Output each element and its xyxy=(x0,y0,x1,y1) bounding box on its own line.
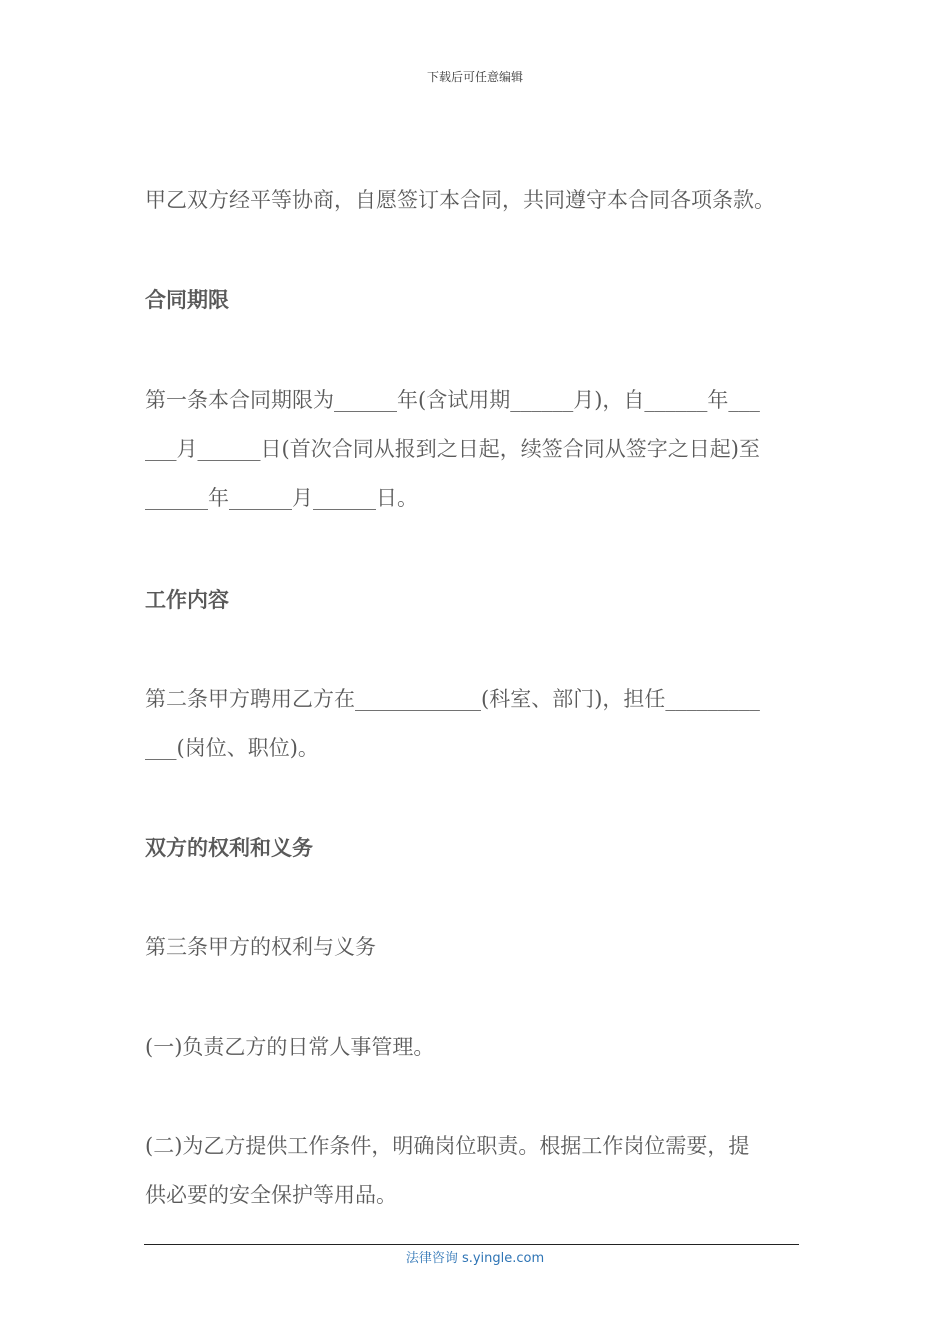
article-1-line-1: 第一条本合同期限为______年(含试用期______月)，自______年___ xyxy=(145,388,760,412)
intro-paragraph xyxy=(145,176,805,225)
page-footer: 法律咨询 s.yingle.com xyxy=(405,1251,545,1266)
footer-divider xyxy=(144,1244,799,1245)
article-1 xyxy=(145,376,805,523)
item-2-line-1: (二)为乙方提供工作条件，明确岗位职责。根据工作岗位需要，提 xyxy=(145,1134,750,1158)
article-2-line-2: ___(岗位、职位)。 xyxy=(145,736,319,760)
article-3-title-text: 第三条甲方的权利与义务 xyxy=(145,935,376,959)
section-title-term xyxy=(145,276,805,325)
article-2 xyxy=(145,675,805,773)
item-1-text: (一)负责乙方的日常人事管理。 xyxy=(145,1035,435,1059)
article-3-title xyxy=(145,923,805,972)
article-2-line-1: 第二条甲方聘用乙方在____________(科室、部门)，担任_________ xyxy=(145,687,760,711)
article-1-line-3: ______年______月______日。 xyxy=(145,486,418,510)
article-1-line-2: ___月______日(首次合同从报到之日起，续签合同从签字之日起)至 xyxy=(145,437,760,461)
item-2-line-2: 供必要的安全保护等用品。 xyxy=(145,1183,397,1207)
section-title-work-text: 工作内容 xyxy=(145,588,229,612)
page-header: 下载后可任意编辑 xyxy=(426,70,523,84)
item-2 xyxy=(145,1122,805,1220)
section-title-rights-text: 双方的权利和义务 xyxy=(145,836,313,860)
section-title-term-text: 合同期限 xyxy=(145,288,229,312)
intro-line: 甲乙双方经平等协商，自愿签订本合同，共同遵守本合同各项条款。 xyxy=(145,188,775,212)
section-title-rights xyxy=(145,824,805,873)
section-title-work xyxy=(145,576,805,625)
item-1 xyxy=(145,1023,805,1072)
